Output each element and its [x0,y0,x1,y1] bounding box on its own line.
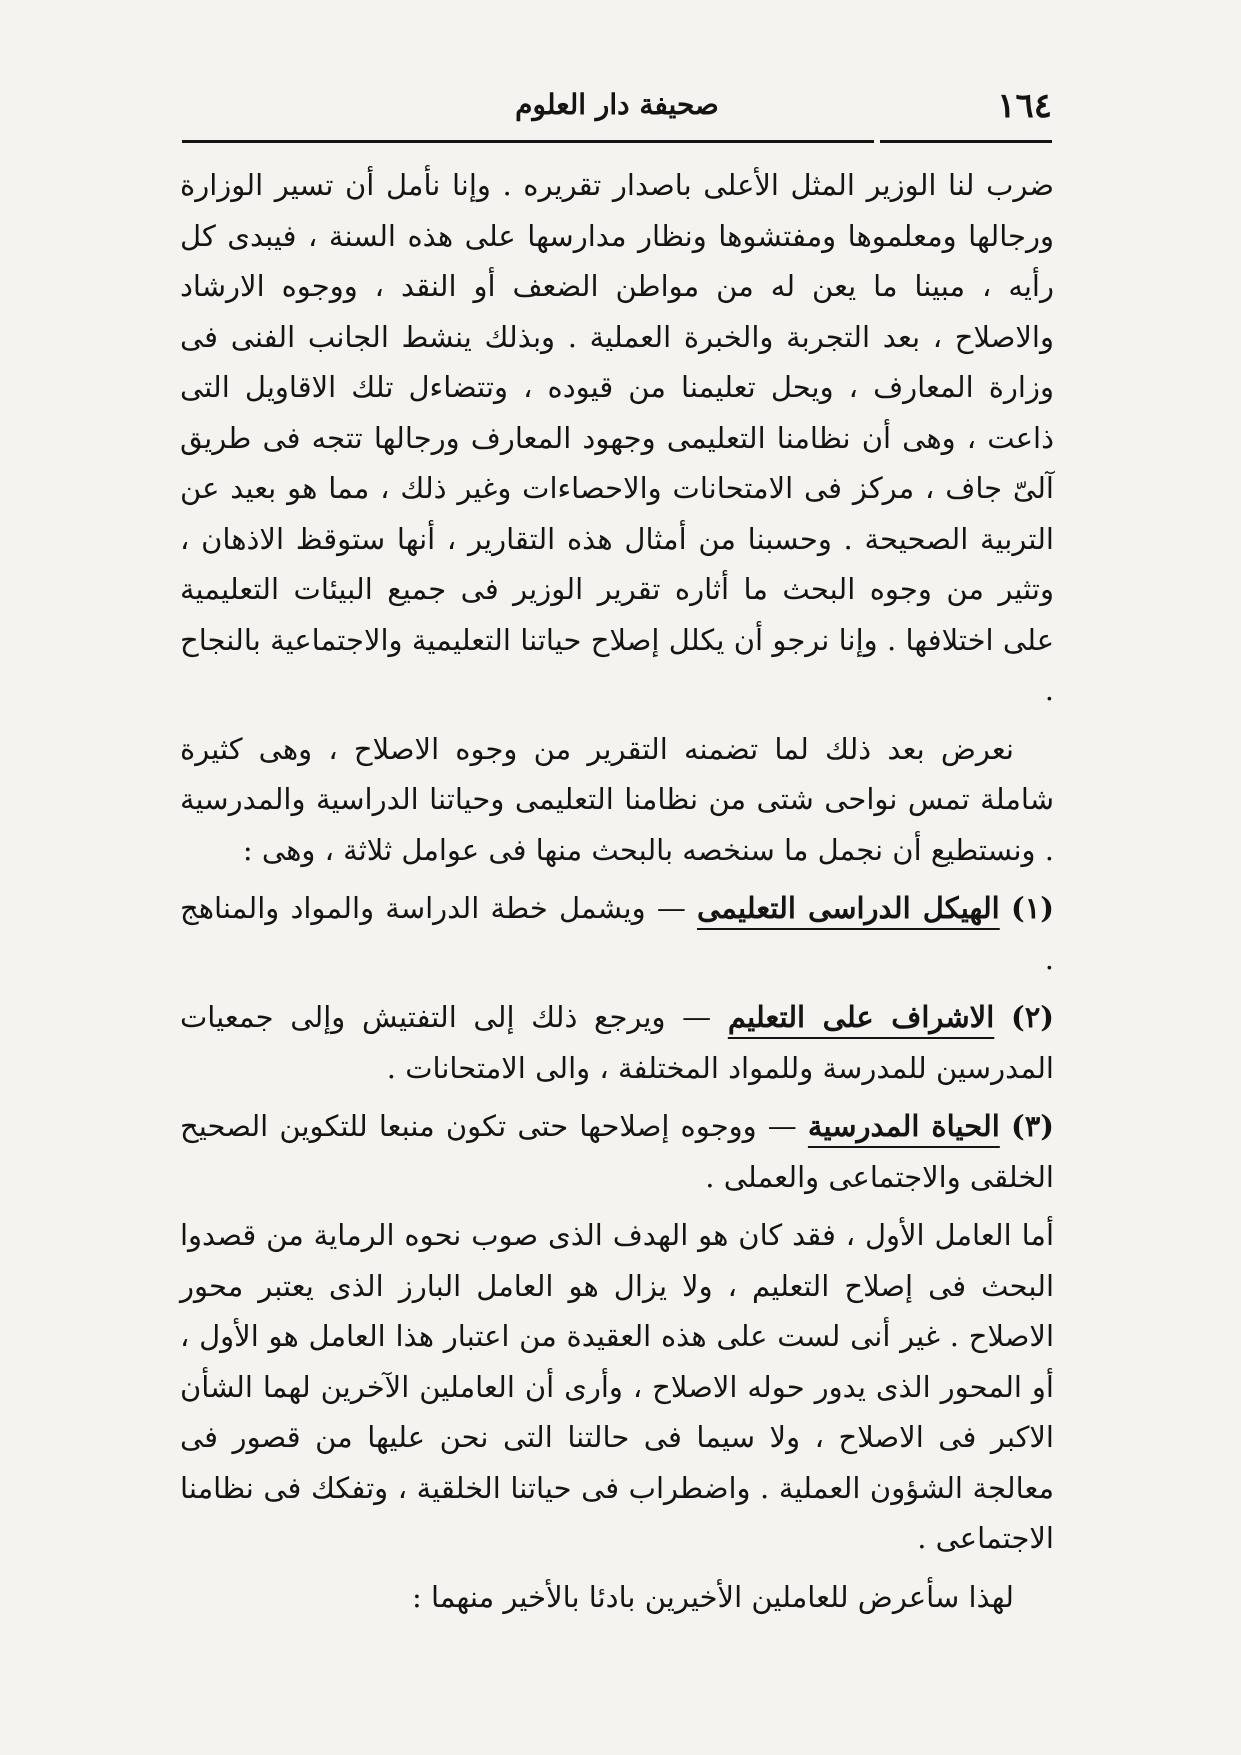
list-item-1 [180,883,1054,984]
page-number: ١٦٤ [997,86,1052,126]
list-item-heading: الحياة المدرسية [807,1109,1000,1143]
list-item-3 [180,1101,1054,1202]
list-item-heading: الاشراف على التعليم [727,1000,995,1034]
list-item-number: (٢) [1010,1000,1055,1034]
running-title: صحيفة دار العلوم [515,88,719,121]
article-body [180,160,1054,1622]
header-rule-left [182,140,874,143]
paragraph-4: لهذا سأعرض للعاملين الأخيرين بادئا بالأخير منهما : [411,1579,1014,1614]
paragraph-2: نعرض بعد ذلك لما تضمنه التقرير من وجوه الاصلاح ، وهى كثيرة شاملة تمس نواحى شتى من نظامنا التعليمى وحياتنا الدراسية والمدرسية . ونستطيع أن نجمل ما سنخصه بالبحث منها فى عوامل ثلاثة ، وهى : [180,731,1054,867]
header-rule-right [880,140,1052,143]
list-item-number: (١) [1010,891,1054,925]
page-header [182,86,1052,136]
list-item-2 [180,992,1054,1093]
paragraph-3: أما العامل الأول ، فقد كان هو الهدف الذى صوب نحوه الرماية من قصدوا البحث فى إصلاح التعليم ، ولا يزال هو العامل البارز الذى يعتبر محور الاصلاح . غير أنى لست على هذه العقيدة من اعتبار هذا العامل هو الأول ، أو المحور الذى يدور حوله الاصلاح ، وأرى أن العاملين الآخرين لهما الشأن الاكبر فى الاصلاح ، ولا سيما فى حالتنا التى نحن عليها من قصور فى معالجة الشؤون العملية . واضطراب فى حياتنا الخلقية ، وتفكك فى نظامنا الاجتماعى . [180,1218,1054,1555]
list-item-text: — ويشمل خطة الدراسة والمواد والمناهج . [180,891,1054,976]
list-item-text: — ويرجع ذلك إلى التفتيش وإلى جمعيات المدرسين للمدرسة وللمواد المختلفة ، والى الامتحانات . [180,1000,1054,1085]
list-item-number: (٣) [1010,1109,1054,1143]
list-item-text: — ووجوه إصلاحها حتى تكون منبعا للتكوين الصحيح الخلقى والاجتماعى والعملى . [180,1109,1054,1194]
list-item-heading: الهيكل الدراسى التعليمى [697,891,1000,925]
paragraph-1: ضرب لنا الوزير المثل الأعلى باصدار تقريره . وإنا نأمل أن تسير الوزارة ورجالها ومعلموها ومفتشوها ونظار مدارسها على هذه السنة ، فيبدى كل رأيه ، مبينا ما يعن له من مواطن الضعف أو النقد ، ووجوه الارشاد والاصلاح ، بعد التجربة والخبرة العملية . وبذلك ينشط الجانب الفنى فى وزارة المعارف ، ويحل تعليمنا من قيوده ، وتتضاءل تلك الاقاويل التى ذاعت ، وهى أن نظامنا التعليمى وجهود المعارف ورجالها تتجه فى طريق آلىّ جاف ، مركز فى الامتحانات والاحصاءات وغير ذلك ، مما هو بعيد عن التربية الصحيحة . وحسبنا من أمثال هذه التقارير ، أنها ستوقظ الاذهان ، وتثير من وجوه البحث ما أثاره تقرير الوزير فى جميع البيئات التعليمية على اختلافها . وإنا نرجو أن يكلل إصلاح حياتنا التعليمية والاجتماعية بالنجاح . [180,168,1054,707]
